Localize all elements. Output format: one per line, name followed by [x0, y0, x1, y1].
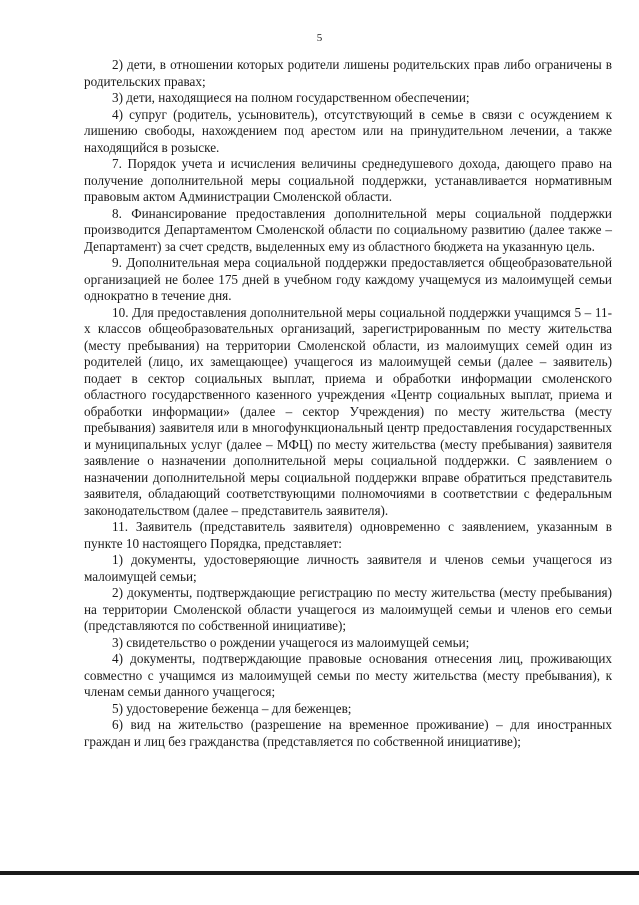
- paragraph-clause-11: 11. Заявитель (представитель заявителя) одновременно с заявлением, указанным в пункте 10 настоящего Порядка, представляет:: [84, 519, 612, 551]
- paragraph-doc-item-5: 5) удостоверение беженца – для беженцев;: [112, 700, 352, 716]
- bottom-divider: [0, 871, 639, 875]
- paragraph-doc-item-1: 1) документы, удостоверяющие личность заявителя и членов семьи учащегося из малоимущей семьи;: [84, 552, 612, 584]
- page-number: 5: [316, 32, 323, 44]
- paragraph-item-4-absent-parent: 4) супруг (родитель, усыновитель), отсутствующий в семье в связи с осуждением к лишению свободы, нахождением под арестом или на принудительном лечении, а также находящийся в розыске.: [84, 106, 612, 155]
- paragraph-doc-item-2: 2) документы, подтверждающие регистрацию по месту жительства (месту пребывания) на территории Смоленской области учащегося из малоимущей семьи и членов его семьи (представляются по собственной инициативе);: [84, 585, 612, 633]
- paragraph-clause-10: 10. Для предоставления дополнительной меры социальной поддержки учащимся 5 – 11-х классов общеобразовательных организаций, зарегистрированным по месту жительства (месту пребывания) на территории Смоленской области, из малоимущих семей один из родителей (лицо, их замещающее) учащегося из малоимущей семьи (далее – заявитель) подает в сектор социальных выплат, приема и обработки информации смоленского областного государственного казенного учреждения «Центр социальных выплат, приема и обработки информации» (далее – сектор Учреждения) по месту жительства (месту пребывания) заявителя или в многофункциональный центр предоставления государственных и муниципальных услуг (далее – МФЦ) по месту жительства (месту пребывания) заявителя заявление о назначении дополнительной меры социальной поддержки. С заявлением о назначении дополнительной меры социальной поддержки вправе обратиться представитель заявителя, обладающий соответствующими полномочиями в соответствии с федеральным законодательством (далее – представитель заявителя).: [84, 304, 612, 518]
- paragraph-doc-item-3: 3) свидетельство о рождении учащегося из малоимущей семьи;: [112, 634, 470, 650]
- paragraph-clause-7: 7. Порядок учета и исчисления величины среднедушевого дохода, дающего право на получение дополнительной меры социальной поддержки, устанавливается нормативным правовым актом Администрации Смоленской области.: [84, 156, 612, 204]
- paragraph-doc-item-6: 6) вид на жительство (разрешение на временное проживание) – для иностранных граждан и лиц без гражданства (представляется по собственной инициативе);: [84, 717, 612, 749]
- paragraph-item-3-state-care: 3) дети, находящиеся на полном государственном обеспечении;: [112, 90, 470, 105]
- document-body: [84, 57, 612, 750]
- paragraph-clause-9: 9. Дополнительная мера социальной поддержки предоставляется общеобразовательной организацией не более 175 дней в учебном году каждому учащемуся из малоимущей семьи однократно в течение дня.: [84, 255, 612, 303]
- paragraph-clause-8: 8. Финансирование предоставления дополнительной меры социальной поддержки производится Департаментом Смоленской области по социальному развитию (далее также – Департамент) за счет средств, выделенных ему из областного бюджета на указанную цель.: [84, 205, 612, 254]
- paragraph-doc-item-4: 4) документы, подтверждающие правовые основания отнесения лиц, проживающих совместно с учащимся из малоимущей семьи по месту жительства (месту пребывания), к членам семьи данного учащегося;: [84, 651, 612, 699]
- paragraph-item-2-children-deprived: 2) дети, в отношении которых родители лишены родительских прав либо ограничены в родительских правах;: [84, 57, 612, 89]
